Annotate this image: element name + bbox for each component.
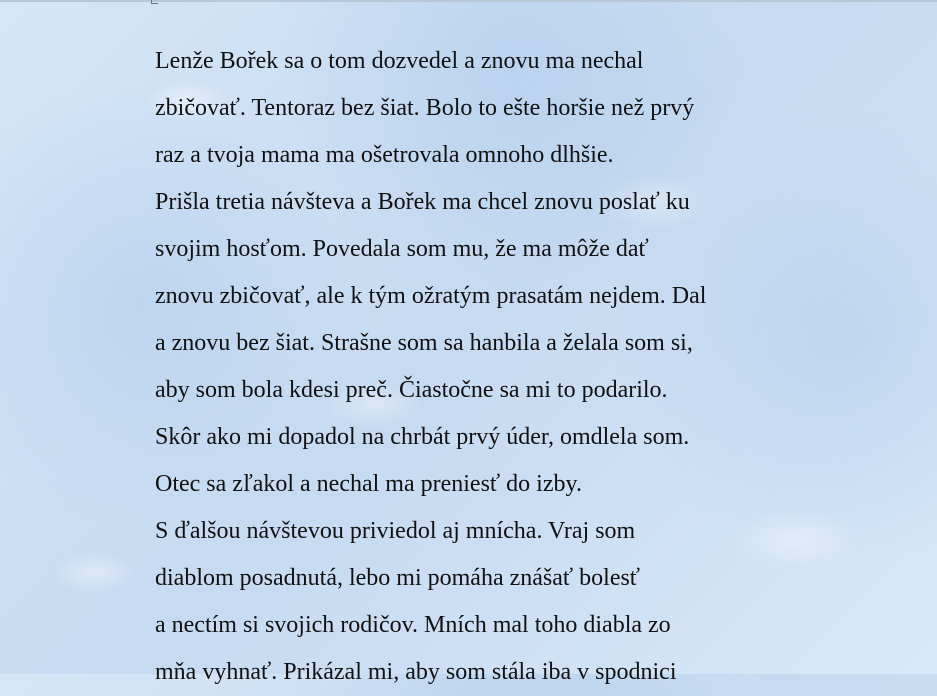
text-line: a znovu bez šiat. Strašne som sa hanbila a želala som si, [155,330,693,356]
text-line: Skôr ako mi dopadol na chrbát prvý úder, omdlela som. [155,424,690,450]
text-line: mňa vyhnať. Prikázal mi, aby som stála iba v spodnici [155,659,677,685]
text-line: Lenže Bořek sa o tom dozvedel a znovu ma nechal [155,48,644,74]
text-line: raz a tvoja mama ma ošetrovala omnoho dlhšie. [155,142,614,168]
text-line: znovu zbičovať, ale k tým ožratým prasatám nejdem. Dal [155,283,707,309]
text-line: svojim hosťom. Povedala som mu, že ma môže dať [155,236,649,262]
text-line: S ďalšou návštevou priviedol aj mnícha. Vraj som [155,518,636,544]
text-line: aby som bola kdesi preč. Čiastočne sa mi to podarilo. [155,377,668,403]
text-line: a nectím si svojich rodičov. Mních mal toho diabla zo [155,612,671,638]
text-boundary-corner-mark [151,0,158,4]
text-line: zbičovať. Tentoraz bez šiat. Bolo to ešte horšie než prvý [155,95,695,121]
document-body-text [155,38,855,696]
page-top-edge [0,0,937,2]
text-line: Prišla tretia návšteva a Bořek ma chcel znovu poslať ku [155,189,690,215]
text-line: diablom posadnutá, lebo mi pomáha znášať bolesť [155,565,641,591]
text-line: Otec sa zľakol a nechal ma preniesť do izby. [155,471,582,497]
